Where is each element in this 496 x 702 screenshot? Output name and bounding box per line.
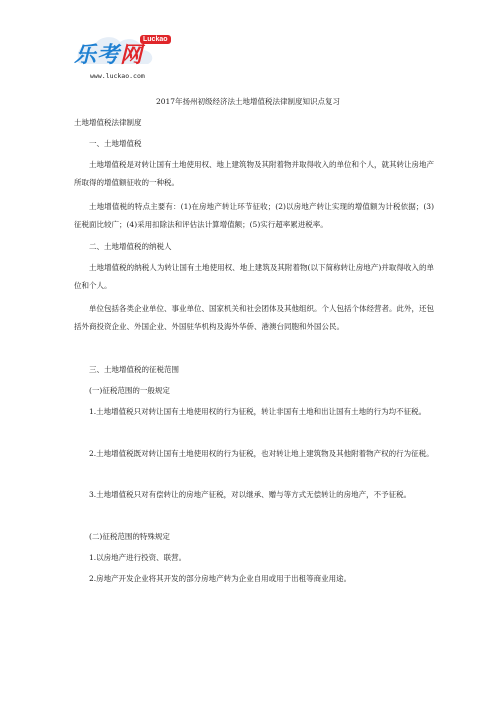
paragraph: 土地增值税的纳税人为转让国有土地使用权、地上建筑及其附着物(以下简称转让房地产)并取得收入的单位和个人。 [74, 263, 434, 290]
logo-url: www.luckao.com [90, 72, 145, 80]
logo-name-part2: 网 [120, 43, 144, 68]
logo-name-part1: 乐考 [74, 43, 121, 68]
paragraph: 单位包括各类企业单位、事业单位、国家机关和社会团体及其他组织。个人包括个体经营者。此外，还包括外商投资企业、外国企业、外国驻华机构及海外华侨、港澳台同胞和外国公民。 [74, 304, 434, 331]
paragraph: 1.以房地产进行投资、联营。 [89, 553, 187, 562]
document-title: 2017年扬州初级经济法土地增值税法律制度知识点复习 [155, 97, 341, 106]
heading-3: 三、土地增值税的征税范围 [89, 365, 179, 374]
subheading: (二)征税范围的特殊规定 [89, 532, 170, 541]
paragraph: 3.土地增值税只对有偿转让的房地产征税，对以继承、赠与等方式无偿转让的房地产，不予征税。 [89, 490, 412, 499]
logo-wordmark [74, 43, 143, 69]
paragraph: 土地增值税是对转让国有土地使用权、地上建筑物及其附着物并取得收入的单位和个人，就其转让房地产所取得的增值额征收的一种税。 [74, 160, 434, 187]
paragraph: 1.土地增值税只对转让国有土地使用权的行为征税，转让非国有土地和出让国有土地的行为均不征税。 [89, 407, 427, 416]
section-heading: 土地增值税法律制度 [74, 118, 142, 127]
heading-1: 一、土地增值税 [89, 139, 142, 148]
subheading: (一)征税范围的一般规定 [89, 386, 170, 395]
paragraph: 土地增值税的特点主要有：(1)在房地产转让环节征收；(2)以房地产转让实现的增值额为计税依据；(3)征税面比较广；(4)采用扣除法和评估法计算增值额；(5)实行超率累进税率。 [74, 202, 434, 229]
heading-2: 二、土地增值税的纳税人 [89, 242, 172, 251]
paragraph: 2.房地产开发企业将其开发的部分房地产转为企业自用或用于出租等商业用途。 [89, 574, 352, 583]
logo-tag: Luckao [140, 35, 171, 44]
paragraph: 2.土地增值税既对转让国有土地使用权的行为征税，也对转让地上建筑物及其他附着物产权的行为征税。 [89, 449, 434, 458]
